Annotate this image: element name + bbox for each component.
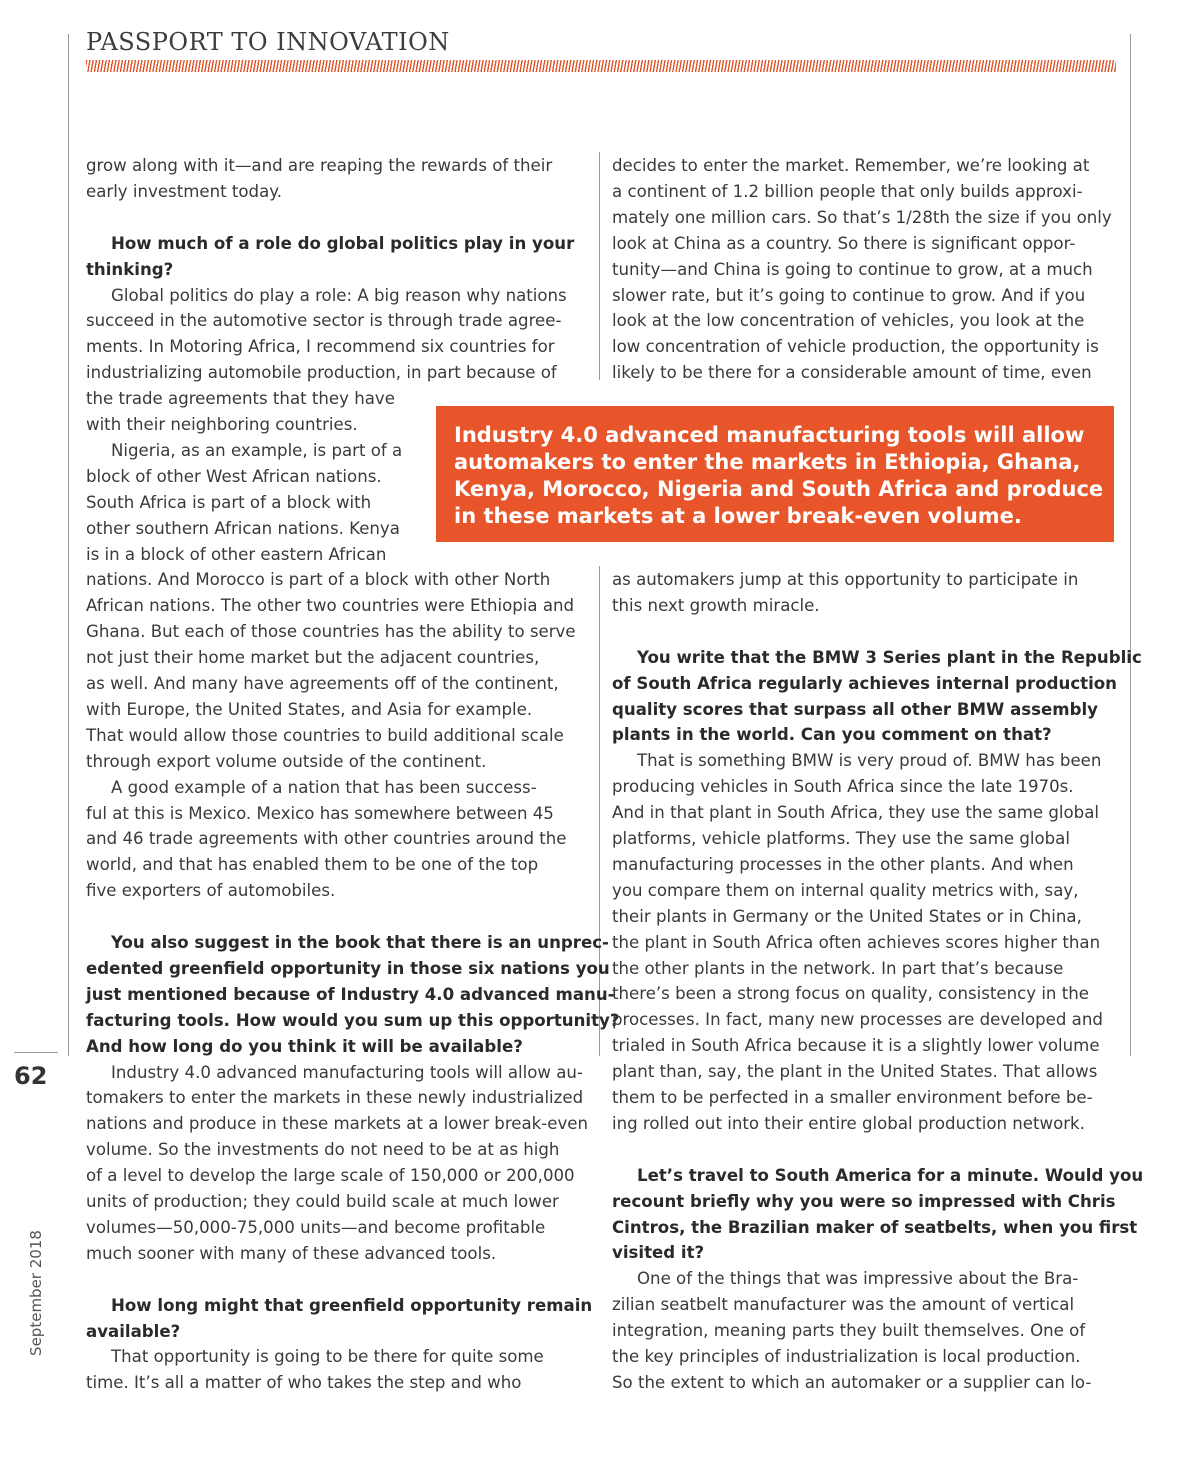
body-text-line: Industry 4.0 advanced manufacturing tools will allow au-: [111, 1062, 583, 1082]
body-text-line: ments. In Motoring Africa, I recommend six countries for: [86, 337, 555, 357]
body-text-line: with their neighboring countries.: [86, 415, 358, 434]
body-text-line: look at China as a country. So there is significant oppor-: [612, 233, 1076, 253]
body-text-line: And in that plant in South Africa, they use the same global: [612, 803, 1099, 823]
column-divider-top: [599, 152, 600, 380]
body-text-line: ful at this is Mexico. Mexico has somewhere between 45: [86, 803, 554, 823]
body-text-line: African nations. The other two countries were Ethiopia and: [86, 596, 575, 616]
body-text-line: block of other West African nations.: [86, 466, 382, 486]
question-text-line: plants in the world. Can you comment on that?: [612, 725, 1052, 745]
question-text-line: thinking?: [86, 259, 174, 279]
body-text-line: nations and produce in these markets at a lower break-even: [86, 1114, 589, 1134]
column-divider-bottom: [599, 566, 600, 1056]
body-text-line: trialed in South Africa because it is a slightly lower volume: [612, 1036, 1100, 1056]
body-text-line: as automakers jump at this opportunity to participate in: [612, 570, 1079, 589]
body-text-line: this next growth miracle.: [612, 595, 820, 615]
body-text-line: them to be perfected in a smaller environment before be-: [612, 1088, 1093, 1107]
body-text-line: integration, meaning parts they built themselves. One of: [612, 1321, 1086, 1341]
left-margin-rule: [68, 34, 69, 1056]
body-text-line: the trade agreements that they have: [86, 389, 395, 409]
body-text-line: That opportunity is going to be there for quite some: [111, 1347, 544, 1367]
body-text-line: of a level to develop the large scale of 150,000 or 200,000: [86, 1166, 575, 1186]
body-text-line: units of production; they could build scale at much lower: [86, 1192, 559, 1211]
body-text-line: early investment today.: [86, 181, 282, 201]
issue-date: September 2018: [27, 1230, 45, 1356]
body-text-line: volume. So the investments do not need to be at as high: [86, 1140, 560, 1160]
body-text-line: platforms, vehicle platforms. They use the same global: [612, 829, 1070, 848]
question-text-line: facturing tools. How would you sum up this opportunity?: [86, 1010, 620, 1030]
body-text-line: is in a block of other eastern African: [86, 544, 387, 564]
question-text-line: Cintros, the Brazilian maker of seatbelts, when you first: [612, 1217, 1138, 1237]
question-text-line: How long might that greenfield opportunity remain: [111, 1295, 593, 1315]
pull-quote-line: in these markets at a lower break-even volume.: [454, 504, 1022, 528]
question-text-line: visited it?: [612, 1243, 705, 1263]
pull-quote-callout: [436, 406, 1114, 542]
page-number: 62: [14, 1062, 48, 1090]
question-text-line: recount briefly why you were so impressed with Chris: [612, 1191, 1116, 1211]
section-header-title: PASSPORT TO INNOVATION: [86, 28, 450, 56]
question-text-line: edented greenfield opportunity in those six nations you: [86, 958, 610, 978]
pull-quote-line: Industry 4.0 advanced manufacturing tools will allow: [454, 423, 1085, 447]
right-margin-rule: [1130, 34, 1131, 1056]
body-text-line: That is something BMW is very proud of. BMW has been: [637, 751, 1102, 771]
body-text-line: tunity—and China is going to continue to grow, at a much: [612, 259, 1093, 279]
pull-quote-line: Kenya, Morocco, Nigeria and South Africa and produce: [454, 477, 1104, 501]
question-text-line: available?: [86, 1321, 181, 1341]
body-text-line: their plants in Germany or the United States or in China,: [612, 906, 1082, 926]
question-text-line: You also suggest in the book that there is an unprec-: [111, 933, 609, 952]
body-text-line: A good example of a nation that has been success-: [111, 777, 537, 797]
body-text-line: time. It’s all a matter of who takes the step and who: [86, 1373, 522, 1393]
body-text-line: not just their home market but the adjacent countries,: [86, 648, 540, 668]
question-text-line: How much of a role do global politics play in your: [111, 233, 575, 253]
body-text-line: five exporters of automobiles.: [86, 881, 336, 901]
question-text-line: just mentioned because of Industry 4.0 advanced manu-: [86, 984, 615, 1004]
body-text-line: decides to enter the market. Remember, we’re looking at: [612, 156, 1090, 175]
body-text-line: succeed in the automotive sector is through trade agree-: [86, 311, 562, 331]
body-text-line: the key principles of industrialization is local production.: [612, 1347, 1081, 1366]
body-text-line: volumes—50,000-75,000 units—and become profitable: [86, 1217, 546, 1237]
body-text-line: manufacturing processes in the other plants. And when: [612, 854, 1074, 874]
body-text-line: low concentration of vehicle production, the opportunity is: [612, 337, 1099, 357]
body-text-line: with Europe, the United States, and Asia for example.: [86, 699, 533, 719]
body-text-line: through export volume outside of the continent.: [86, 751, 487, 771]
body-text-line: and 46 trade agreements with other countries around the: [86, 829, 567, 849]
body-text-line: Nigeria, as an example, is part of a: [111, 440, 403, 460]
body-text-line: That would allow those countries to build additional scale: [86, 725, 564, 745]
body-text-line: South Africa is part of a block with: [86, 492, 372, 512]
body-text-line: ing rolled out into their entire global production network.: [612, 1113, 1085, 1133]
body-text-line: nations. And Morocco is part of a block with other North: [86, 570, 551, 590]
body-text-line: industrializing automobile production, in part because of: [86, 363, 557, 383]
body-text-line: One of the things that was impressive about the Bra-: [637, 1269, 1079, 1289]
question-text-line: Let’s travel to South America for a minute. Would you: [637, 1165, 1144, 1185]
body-text-line: So the extent to which an automaker or a supplier can lo-: [612, 1372, 1092, 1392]
body-text-line: there’s been a strong focus on quality, consistency in the: [612, 984, 1089, 1004]
body-text-line: as well. And many have agreements off of the continent,: [86, 674, 559, 693]
body-text-line: world, and that has enabled them to be one of the top: [86, 855, 539, 875]
question-text-line: quality scores that surpass all other BMW assembly: [612, 699, 1098, 719]
body-text-line: processes. In fact, many new processes are developed and: [612, 1010, 1103, 1030]
body-text-line: the other plants in the network. In part that’s because: [612, 958, 1064, 978]
body-text-line: a continent of 1.2 billion people that only builds approxi-: [612, 181, 1083, 201]
body-text-line: Global politics do play a role: A big reason why nations: [111, 285, 567, 305]
body-text-line: mately one million cars. So that’s 1/28th the size if you only: [612, 207, 1112, 227]
body-text-line: slower rate, but it’s going to continue to grow. And if you: [612, 285, 1086, 305]
question-text-line: You write that the BMW 3 Series plant in the Republic: [637, 647, 1142, 667]
header-hatch-rule: [86, 60, 1116, 72]
body-text-line: much sooner with many of these advanced tools.: [86, 1243, 497, 1263]
body-text-line: you compare them on internal quality metrics with, say,: [612, 880, 1079, 900]
body-text-line: other southern African nations. Kenya: [86, 518, 400, 538]
body-text-line: the plant in South Africa often achieves scores higher than: [612, 932, 1101, 952]
body-text-line: tomakers to enter the markets in these newly industrialized: [86, 1088, 584, 1108]
body-text-line: likely to be there for a considerable amount of time, even: [612, 363, 1092, 383]
body-text-line: zilian seatbelt manufacturer was the amount of vertical: [612, 1295, 1075, 1315]
body-text-line: producing vehicles in South Africa since the late 1970s.: [612, 777, 1074, 797]
body-text-line: Ghana. But each of those countries has the ability to serve: [86, 622, 576, 642]
question-text-line: And how long do you think it will be available?: [86, 1036, 523, 1056]
body-text-line: grow along with it—and are reaping the rewards of their: [86, 156, 553, 175]
body-text-line: look at the low concentration of vehicles, you look at the: [612, 311, 1085, 331]
question-text-line: of South Africa regularly achieves internal production: [612, 673, 1117, 693]
page-number-rule: [14, 1052, 58, 1053]
pull-quote-line: automakers to enter the markets in Ethiopia, Ghana,: [454, 450, 1081, 474]
body-text-line: plant than, say, the plant in the United States. That allows: [612, 1062, 1098, 1082]
